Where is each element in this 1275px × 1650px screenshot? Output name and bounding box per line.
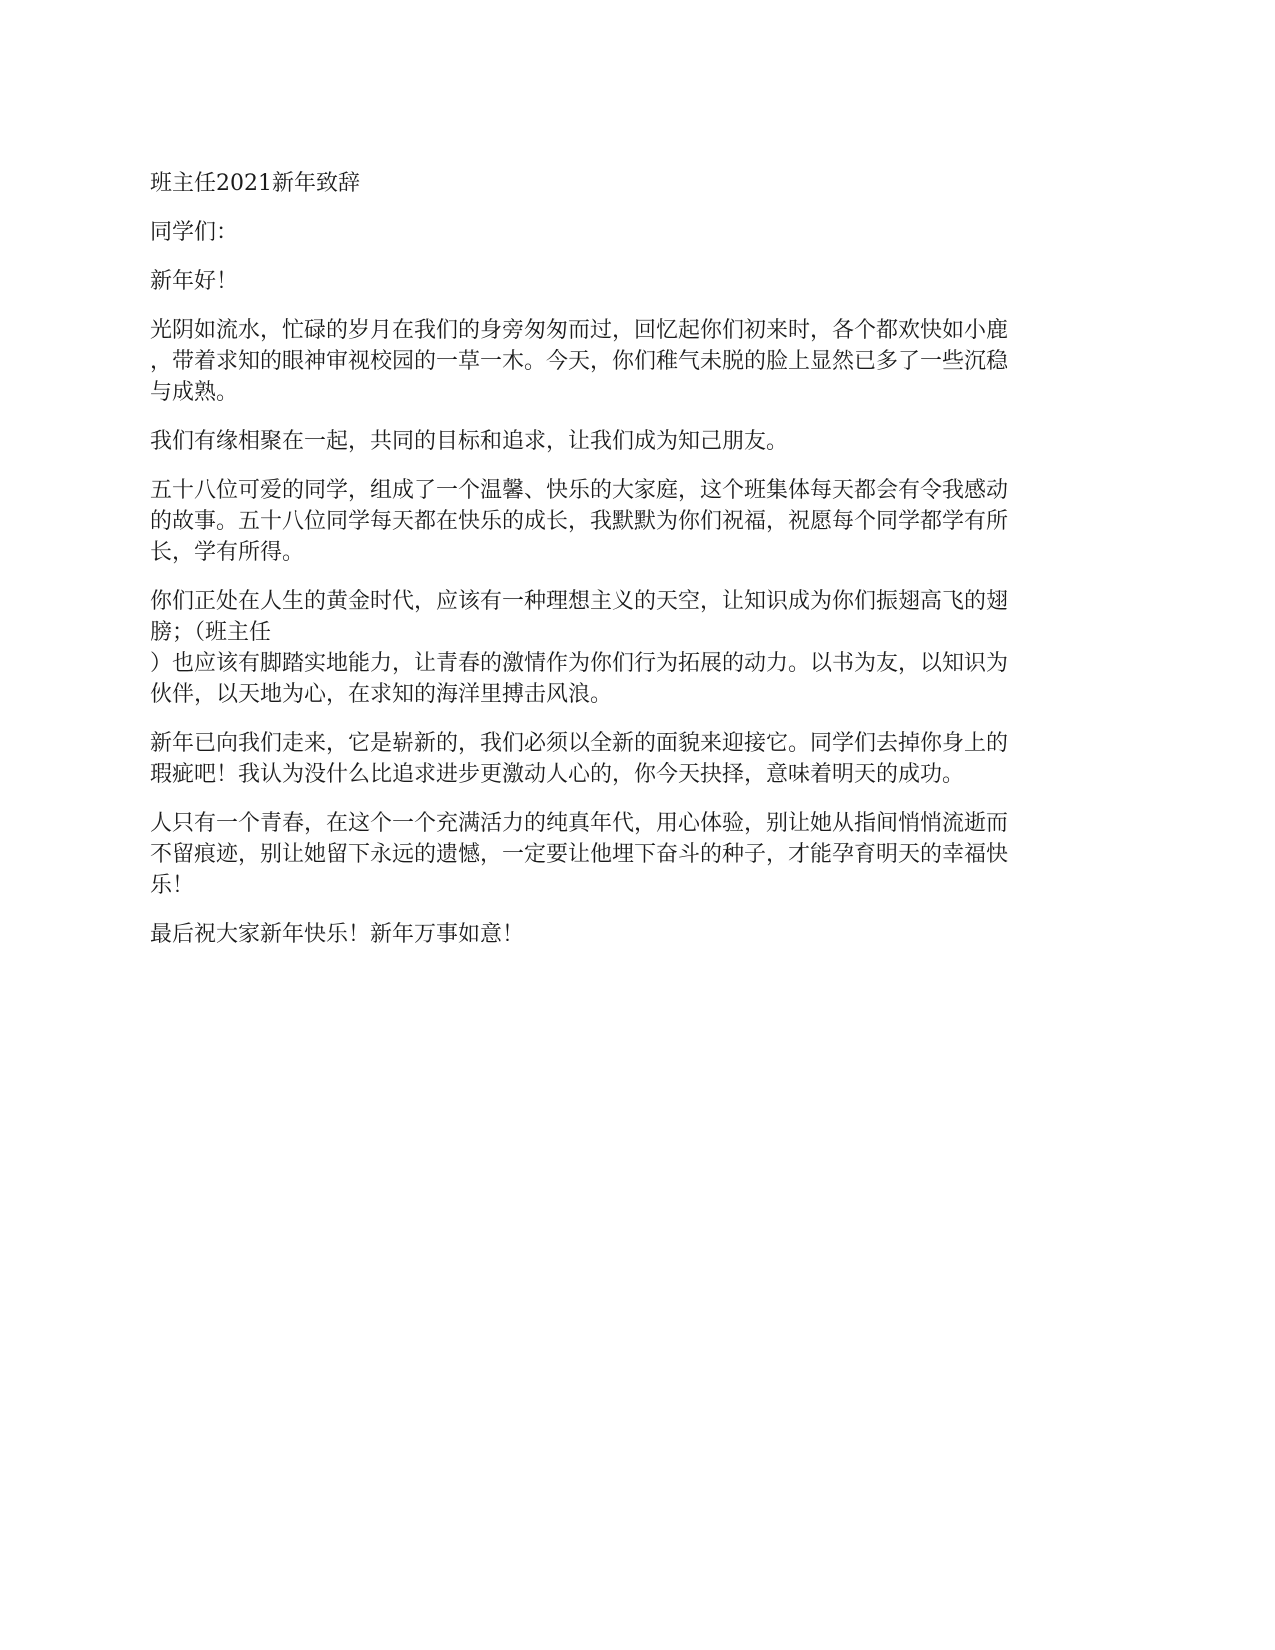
paragraph-line: 你们正处在人生的黄金时代，应该有一种理想主义的天空，让知识成为你们振翅高飞的翅 (150, 589, 1009, 614)
paragraph-line: ，带着求知的眼神审视校园的一草一木。今天，你们稚气未脱的脸上显然已多了一些沉稳 (150, 349, 1009, 374)
paragraph-greeting (150, 217, 1125, 248)
paragraph-youth (150, 808, 1125, 901)
document-title-block (150, 168, 1125, 199)
paragraph-line: 膀；（班主任 (150, 620, 272, 645)
paragraph-time-flows (150, 315, 1125, 408)
paragraph-line: 长，学有所得。 (150, 540, 305, 565)
paragraph-line: 最后祝大家新年快乐！新年万事如意！ (150, 922, 525, 947)
paragraph-line: 人只有一个青春，在这个一个充满活力的纯真年代，用心体验，别让她从指间悄悄流逝而 (150, 811, 1009, 836)
paragraph-closing (150, 919, 1125, 950)
paragraph-new-year (150, 266, 1125, 297)
paragraph-line: 我们有缘相聚在一起，共同的目标和追求，让我们成为知己朋友。 (150, 429, 789, 454)
paragraph-line: 新年好！ (150, 269, 239, 294)
paragraph-line: 乐！ (150, 873, 195, 898)
paragraph-line: ）也应该有脚踏实地能力，让青春的激情作为你们行为拓展的动力。以书为友，以知识为 (150, 651, 1009, 676)
document-title: 班主任2021新年致辞 (150, 171, 360, 196)
paragraph-line: 的故事。五十八位同学每天都在快乐的成长，我默默为你们祝福，祝愿每个同学都学有所 (150, 509, 1009, 534)
paragraph-line: 伙伴，以天地为心，在求知的海洋里搏击风浪。 (150, 682, 613, 707)
paragraph-classmates (150, 475, 1125, 568)
document-page (150, 168, 1125, 968)
paragraph-line: 与成熟。 (150, 380, 239, 405)
paragraph-line: 不留痕迹，别让她留下永远的遗憾，一定要让他埋下奋斗的种子，才能孕育明天的幸福快 (150, 842, 1009, 867)
paragraph-line: 同学们： (150, 220, 239, 245)
paragraph-new-year-coming (150, 728, 1125, 790)
paragraph-line: 光阴如流水，忙碌的岁月在我们的身旁匆匆而过，回忆起你们初来时，各个都欢快如小鹿 (150, 318, 1009, 343)
paragraph-golden-age (150, 586, 1125, 710)
paragraph-line: 瑕疵吧！我认为没什么比追求进步更激动人心的，你今天抉择，意味着明天的成功。 (150, 762, 965, 787)
paragraph-line: 新年已向我们走来，它是崭新的，我们必须以全新的面貌来迎接它。同学们去掉你身上的 (150, 731, 1009, 756)
paragraph-line: 五十八位可爱的同学，组成了一个温馨、快乐的大家庭，这个班集体每天都会有令我感动 (150, 478, 1009, 503)
paragraph-together (150, 426, 1125, 457)
